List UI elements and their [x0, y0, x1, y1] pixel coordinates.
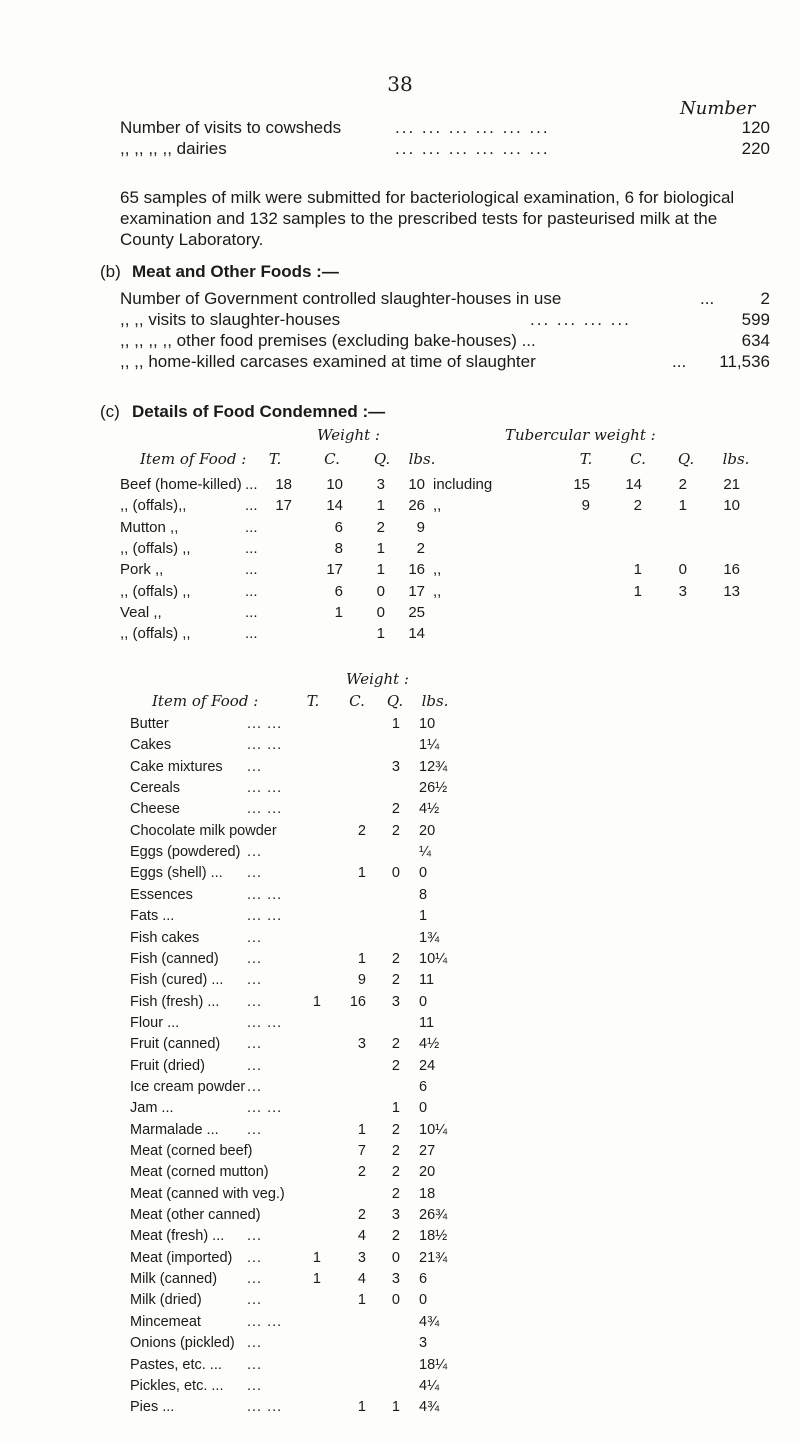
tb-weight-c: 2	[633, 497, 642, 515]
weight-q: 2	[391, 1036, 400, 1053]
weight-q: 0	[391, 1292, 400, 1309]
row-dots: ...	[247, 844, 263, 861]
weight-t: 1	[312, 1249, 321, 1266]
tb-weight-c: 14	[625, 476, 642, 493]
row-dots: ... ...	[247, 801, 283, 818]
weight-lbs: ¼	[419, 844, 432, 861]
weight-q: 2	[391, 822, 400, 839]
food-item-name: Fish cakes	[130, 929, 200, 946]
weight-c: 1	[334, 603, 343, 621]
food-item-name: Milk (canned)	[130, 1271, 218, 1288]
weight-lbs: 12¾	[419, 758, 448, 775]
food-item-name: Fish (fresh) ...	[130, 993, 220, 1010]
row-dots: ...	[245, 561, 258, 579]
food-item-name: Cheese	[130, 801, 180, 818]
row-dots: ...	[247, 1292, 263, 1309]
food-item-name: Butter	[130, 716, 169, 732]
food-item-name: ,, (offals) ,,	[120, 582, 191, 600]
including-note: including	[433, 476, 493, 493]
weight-lbs: 18	[419, 1185, 436, 1202]
row-dots: ...	[245, 539, 258, 557]
including-note: ,,	[433, 497, 442, 515]
col-header-item: Item of Food :	[140, 450, 247, 468]
weight-lbs: 14	[408, 625, 425, 643]
tb-weight-lbs: 13	[723, 582, 740, 600]
section-b-value: 11,536	[719, 352, 770, 371]
col-header-t: T.	[306, 692, 320, 710]
tb-weight-q: 2	[678, 476, 687, 493]
including-note: ,,	[433, 582, 442, 600]
section-c-title: Details of Food Condemned :—	[132, 402, 386, 421]
weight-c: 4	[357, 1271, 366, 1288]
section-c-letter: (c)	[100, 402, 120, 421]
weight-t: 1	[312, 1271, 321, 1288]
weight-lbs: 11	[419, 972, 435, 989]
weight-q: 2	[391, 972, 400, 989]
tubercular-weight-header: Tubercular weight :	[505, 426, 656, 444]
food-item-name: Marmalade ...	[130, 1121, 219, 1138]
weight-c: 2	[357, 822, 366, 839]
weight-c: 4	[357, 1228, 366, 1245]
row-dots: ... ...	[247, 1014, 283, 1031]
row-dots: ... ...	[247, 737, 283, 754]
visits-label: Number of visits to cowsheds	[120, 118, 342, 137]
weight-q: 1	[376, 561, 385, 579]
row-dots: ...	[247, 865, 263, 882]
weight-q: 3	[391, 1207, 400, 1224]
weight-q: 3	[391, 1271, 400, 1288]
weight-lbs: 26	[408, 497, 425, 515]
food-item-name: Ice cream powder	[130, 1078, 246, 1095]
food-item-name: Beef (home-killed)	[120, 476, 242, 493]
weight-lbs: 4¾	[419, 1399, 440, 1416]
section-b-value: 2	[760, 289, 770, 308]
weight-c: 1	[357, 865, 366, 882]
section-b-dots: ... ... ... ...	[530, 310, 631, 329]
weight-lbs: 4¾	[419, 1313, 440, 1330]
weight-lbs: 21¾	[419, 1249, 448, 1266]
weight-q: 2	[391, 950, 400, 967]
section-b-label: ,, ,, ,, ,, other food premises (excluding bake-houses) ...	[120, 331, 536, 350]
weight-lbs: 4¼	[419, 1377, 440, 1394]
weight-lbs: 17	[408, 582, 425, 600]
food-item-name: Mincemeat	[130, 1313, 201, 1330]
weight-q: 1	[391, 1100, 400, 1117]
weight-q: 1	[376, 497, 385, 515]
row-dots: ... ...	[247, 1100, 283, 1117]
weight-lbs: 20	[419, 1164, 436, 1181]
weight-c: 16	[349, 993, 366, 1010]
weight-lbs: 26½	[419, 780, 448, 797]
weight-q: 2	[391, 801, 400, 818]
row-dots: ...	[247, 993, 263, 1010]
tb-weight-q: 3	[678, 582, 687, 600]
weight-lbs: 25	[408, 603, 425, 621]
food-item-name: Fish (cured) ...	[130, 972, 224, 989]
weight-c: 1	[357, 1399, 366, 1416]
weight-lbs: 1¾	[419, 929, 440, 946]
food-item-name: Cake mixtures	[130, 758, 223, 775]
weight-c: 17	[326, 561, 343, 579]
row-dots: ...	[245, 476, 258, 493]
weight-q: 0	[391, 865, 400, 882]
food-item-name: Eggs (powdered)	[130, 844, 241, 861]
section-b-label: ,, ,, home-killed carcases examined at time of slaughter	[120, 352, 536, 371]
weight-q: 3	[376, 476, 385, 493]
row-dots: ...	[247, 1271, 263, 1288]
weight-lbs: 20	[419, 822, 436, 839]
weight-lbs: 27	[419, 1143, 436, 1159]
tb-weight-t: 15	[573, 476, 590, 493]
weight-c: 2	[357, 1207, 366, 1224]
weight-c: 6	[334, 582, 343, 600]
visits-dots: ... ... ... ... ... ...	[395, 139, 550, 158]
weight-lbs: 10¼	[419, 1121, 448, 1138]
row-dots: ...	[247, 1228, 263, 1245]
food-item-name: Onions (pickled)	[130, 1335, 235, 1352]
weight-header: Weight :	[317, 426, 380, 444]
weight-q: 0	[391, 1249, 400, 1266]
row-dots: ...	[245, 497, 258, 515]
food-item-name: Eggs (shell) ...	[130, 865, 223, 882]
row-dots: ...	[247, 1335, 263, 1352]
row-dots: ...	[245, 518, 258, 536]
weight-lbs: 2	[416, 539, 425, 557]
weight-q: 1	[376, 539, 385, 557]
weight-q: 3	[391, 758, 400, 775]
row-dots: ...	[245, 625, 258, 643]
tb-weight-q: 1	[678, 497, 687, 515]
food-item-name: Milk (dried)	[130, 1292, 202, 1309]
visits-value: 120	[741, 118, 770, 137]
visits-value: 220	[741, 139, 770, 158]
food-item-name: Essences	[130, 886, 193, 903]
section-b-label: ,, ,, visits to slaughter-houses	[120, 310, 341, 329]
food-item-name: Meat (fresh) ...	[130, 1228, 225, 1245]
weight-c: 1	[357, 1121, 366, 1138]
food-item-name: Meat (canned with veg.)	[130, 1185, 285, 1202]
weight-t: 1	[312, 993, 321, 1010]
weight-lbs: 1¼	[419, 737, 440, 754]
section-b-title: Meat and Other Foods :—	[132, 262, 339, 281]
weight-lbs: 11	[419, 1014, 435, 1031]
section-b-value: 599	[741, 310, 770, 329]
col-header-q: Q.	[386, 692, 404, 710]
weight-lbs: 4½	[419, 1036, 440, 1053]
food-item-name: Pork ,,	[120, 561, 164, 579]
weight-q: 0	[376, 582, 385, 600]
row-dots: ...	[247, 1249, 263, 1266]
col-header-tb-t: T.	[579, 450, 593, 468]
food-item-name: Flour ...	[130, 1014, 180, 1031]
row-dots: ...	[245, 582, 258, 600]
col-header-lbs: lbs.	[421, 692, 449, 710]
food-item-name: Meat (corned beef)	[130, 1143, 253, 1159]
row-dots: ...	[247, 929, 263, 946]
weight-c: 3	[357, 1036, 366, 1053]
weight-lbs: 0	[419, 993, 428, 1010]
row-dots: ...	[247, 1036, 263, 1053]
weight-lbs: 9	[416, 518, 425, 536]
col-header-tb-lbs: lbs.	[722, 450, 750, 468]
section-b-dots: ...	[700, 289, 715, 308]
food-item-name: Jam ...	[130, 1100, 174, 1117]
weight-c: 10	[326, 476, 343, 493]
including-note: ,,	[433, 561, 442, 579]
milk-samples-paragraph: 65 samples of milk were submitted for bacteriological examination, 6 for biological examination and 132 samples to the prescribed tests for pasteurised milk at the County Laboratory.	[120, 188, 735, 249]
row-dots: ... ...	[247, 780, 283, 797]
weight-lbs: 16	[408, 561, 425, 579]
page-number: 38	[387, 72, 413, 96]
row-dots: ...	[247, 1057, 263, 1074]
row-dots: ...	[247, 758, 263, 775]
row-dots: ...	[247, 950, 263, 967]
weight-lbs: 0	[419, 1100, 428, 1117]
weight-lbs: 6	[419, 1078, 428, 1095]
col-header-lbs: lbs.	[408, 450, 436, 468]
weight-q: 2	[391, 1228, 400, 1245]
weight-q: 1	[391, 1399, 400, 1416]
weight-lbs: 10	[419, 716, 436, 732]
section-b-value: 634	[741, 331, 770, 350]
weight-t: 18	[275, 476, 292, 493]
weight-c: 8	[334, 539, 343, 557]
food-item-name: Fish (canned)	[130, 950, 219, 967]
row-dots: ...	[247, 1377, 263, 1394]
weight-lbs: 18¼	[419, 1356, 448, 1373]
food-item-name: Cakes	[130, 737, 172, 754]
weight-q: 0	[376, 603, 385, 621]
tb-weight-lbs: 21	[723, 476, 740, 493]
weight-c: 7	[357, 1143, 366, 1159]
visits-label: ,, ,, ,, ,, dairies	[120, 139, 227, 158]
weight-q: 2	[376, 518, 385, 536]
weight-c: 2	[357, 1164, 366, 1181]
col-header-c: C.	[324, 450, 340, 468]
food-item-name: Chocolate milk powder	[130, 822, 277, 839]
food-item-name: ,, (offals) ,,	[120, 539, 191, 557]
weight-q: 3	[391, 993, 400, 1010]
row-dots: ... ...	[247, 1313, 283, 1330]
weight-q: 2	[391, 1185, 400, 1202]
weight-c: 9	[357, 972, 366, 989]
col-header-item: Item of Food :	[152, 692, 259, 710]
section-b-label: Number of Government controlled slaughter-houses in use	[120, 289, 562, 308]
food-item-name: Meat (corned mutton)	[130, 1164, 269, 1181]
weight-c: 1	[357, 1292, 366, 1309]
row-dots: ... ...	[247, 1399, 283, 1416]
col-header-t: T.	[268, 450, 282, 468]
row-dots: ...	[247, 1078, 263, 1095]
food-item-name: Meat (other canned)	[130, 1207, 261, 1224]
weight-lbs: 18½	[419, 1228, 448, 1245]
weight-c: 3	[357, 1249, 366, 1266]
food-item-name: Pastes, etc. ...	[130, 1356, 222, 1373]
row-dots: ...	[245, 603, 258, 621]
weight-q: 1	[376, 625, 385, 643]
weight-q: 2	[391, 1121, 400, 1138]
weight-lbs: 1	[419, 908, 428, 925]
row-dots: ...	[247, 972, 263, 989]
weight-lbs: 0	[419, 1292, 428, 1309]
food-item-name: Pickles, etc. ...	[130, 1377, 224, 1394]
weight-lbs: 3	[419, 1335, 428, 1352]
weight-t: 17	[275, 497, 292, 515]
row-dots: ...	[247, 1356, 263, 1373]
weight-lbs: 10	[408, 476, 425, 493]
col-header-tb-c: C.	[630, 450, 646, 468]
food-item-name: Mutton ,,	[120, 518, 179, 536]
food-item-name: Fats ...	[130, 908, 175, 925]
row-dots: ... ...	[247, 716, 283, 732]
tb-weight-c: 1	[633, 582, 642, 600]
row-dots: ...	[247, 1121, 263, 1138]
food-item-name: Pies ...	[130, 1399, 175, 1416]
tb-weight-lbs: 16	[723, 561, 740, 579]
weight-q: 2	[391, 1057, 400, 1074]
food-item-name: ,, (offals) ,,	[120, 625, 191, 643]
food-item-name: Cereals	[130, 780, 180, 797]
food-item-name: Meat (imported)	[130, 1249, 233, 1266]
section-b-dots: ...	[672, 352, 687, 371]
food-item-name: Fruit (canned)	[130, 1036, 221, 1053]
tb-weight-c: 1	[633, 561, 642, 579]
food-item-name: ,, (offals),,	[120, 497, 187, 515]
weight-c: 6	[334, 518, 343, 536]
weight-q: 2	[391, 1164, 400, 1181]
food-item-name: Fruit (dried)	[130, 1057, 205, 1074]
weight-lbs: 6	[419, 1271, 428, 1288]
tb-weight-q: 0	[678, 561, 687, 579]
col-header-tb-q: Q.	[677, 450, 695, 468]
other-weight-header: Weight :	[346, 670, 409, 688]
food-item-name: Veal ,,	[120, 603, 162, 621]
tb-weight-lbs: 10	[723, 497, 740, 515]
weight-lbs: 26¾	[419, 1207, 448, 1224]
row-dots: ... ...	[247, 886, 283, 903]
weight-q: 1	[391, 716, 400, 732]
weight-c: 1	[357, 950, 366, 967]
weight-q: 2	[391, 1143, 400, 1159]
weight-lbs: 8	[419, 886, 428, 903]
visits-dots: ... ... ... ... ... ...	[395, 118, 550, 137]
weight-lbs: 4½	[419, 801, 440, 818]
col-header-c: C.	[349, 692, 365, 710]
tb-weight-t: 9	[581, 497, 590, 515]
row-dots: ... ...	[247, 908, 283, 925]
weight-lbs: 10¼	[419, 950, 448, 967]
weight-lbs: 24	[419, 1057, 436, 1074]
weight-c: 14	[326, 497, 343, 515]
number-column-header: Number	[680, 98, 756, 119]
section-b-letter: (b)	[100, 262, 121, 281]
weight-lbs: 0	[419, 865, 428, 882]
col-header-q: Q.	[373, 450, 391, 468]
